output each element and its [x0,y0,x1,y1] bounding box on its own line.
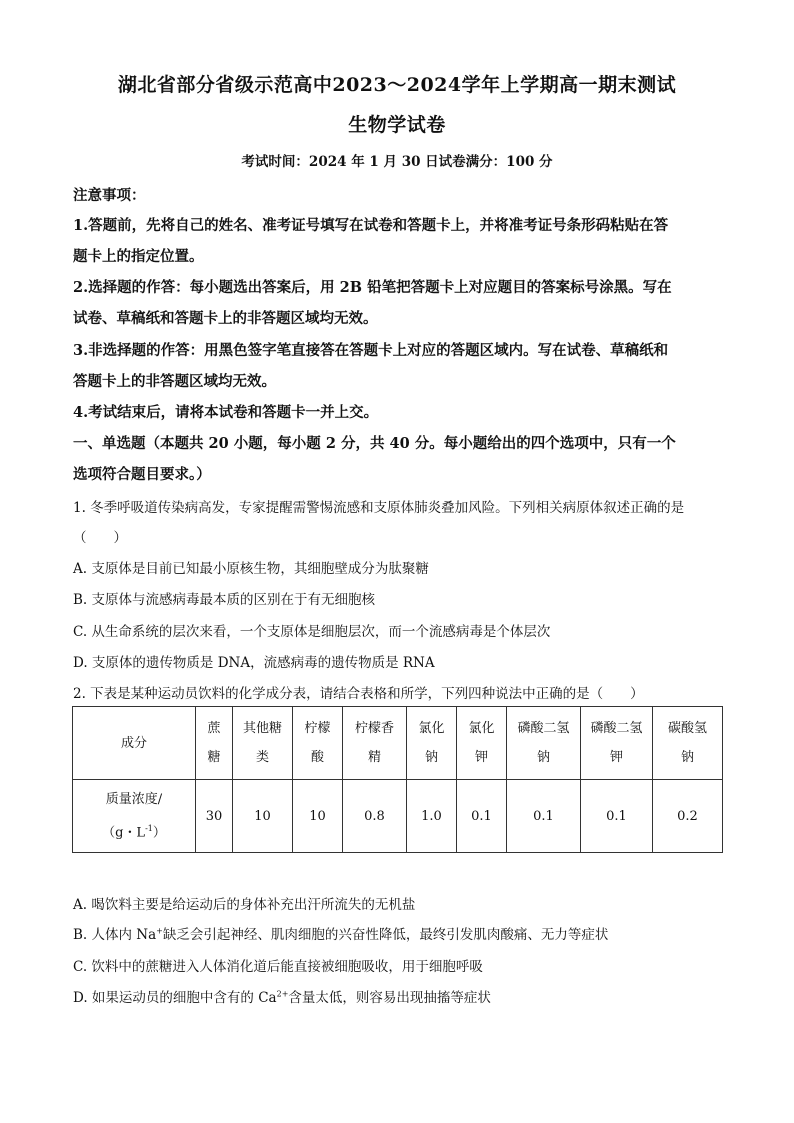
question-1-blank: （ ） [73,530,127,546]
table-cell: 10 [293,780,343,853]
table-header-cell: 柠檬 酸 [293,707,343,780]
table-header-cell: 氯化 钠 [407,707,457,780]
table-header-cell: 蔗 糖 [196,707,233,780]
notice-line: 2.选择题的作答：每小题选出答案后，用 2B 铅笔把答题卡上对应题目的答案标号涂黑。写在 [73,279,672,296]
notice-line: 1.答题前，先将自己的姓名、准考证号填写在试卷和答题卡上，并将准考证号条形码粘贴在答 [73,217,669,234]
table-header-cell: 柠檬香 精 [343,707,407,780]
table-cell: 0.1 [457,780,507,853]
table-cell: 0.1 [507,780,581,853]
section-heading: 一、单选题（本题共 20 小题，每小题 2 分，共 40 分。每小题给出的四个选项中，只有一个 [73,435,676,452]
table-header-cell: 氯化 钾 [457,707,507,780]
notice-line: 题卡上的指定位置。 [73,248,204,265]
table-cell: 0.8 [343,780,407,853]
ingredient-table [72,706,723,853]
notice-line: 试卷、草稿纸和答题卡上的非答题区域均无效。 [73,310,378,327]
table-header-cell: 碳酸氢 钠 [653,707,723,780]
table-row-header: 成分 [73,707,196,780]
question-1-option-d: D. 支原体的遗传物质是 DNA，流感病毒的遗传物质是 RNA [73,655,435,671]
section-heading-cont: 选项符合题目要求。） [73,466,211,483]
question-1-stem: 1. 冬季呼吸道传染病高发，专家提醒需警惕流感和支原体肺炎叠加风险。下列相关病原体叙述正确的是 [73,500,685,516]
question-1-option-c: C. 从生命系统的层次来看，一个支原体是细胞层次，而一个流感病毒是个体层次 [73,624,551,640]
table-row [73,780,723,853]
table-header-cell: 磷酸二氢 钠 [507,707,581,780]
exam-meta: 考试时间：2024 年 1 月 30 日试卷满分：100 分 [241,154,553,170]
table-header-cell: 磷酸二氢 钾 [581,707,653,780]
exam-title: 湖北省部分省级示范高中2023～2024学年上学期高一期末测试 [117,74,677,96]
table-cell: 10 [233,780,293,853]
table-cell: 0.1 [581,780,653,853]
table-cell: 30 [196,780,233,853]
question-2-option-c: C. 饮料中的蔗糖进入人体消化道后能直接被细胞吸收，用于细胞呼吸 [73,959,483,975]
table-cell: 1.0 [407,780,457,853]
question-2-option-b: B. 人体内 Na+缺乏会引起神经、肌肉细胞的兴奋性降低，最终引发肌肉酸痛、无力等症状 [73,926,609,943]
notice-line: 4.考试结束后，请将本试卷和答题卡一并上交。 [73,404,379,421]
question-1-option-a: A. 支原体是目前已知最小原核生物，其细胞壁成分为肽聚糖 [73,561,429,577]
table-cell: 0.2 [653,780,723,853]
question-1-option-b: B. 支原体与流感病毒最本质的区别在于有无细胞核 [73,592,376,608]
notice-line: 3.非选择题的作答：用黑色签字笔直接答在答题卡上对应的答题区域内。写在试卷、草稿纸和 [73,342,669,359]
table-header-row [73,707,723,780]
question-2-stem: 2. 下表是某种运动员饮料的化学成分表，请结合表格和所学，下列四种说法中正确的是（ ） [73,686,644,702]
question-2-option-a: A. 喝饮料主要是给运动后的身体补充出汗所流失的无机盐 [73,897,416,913]
notice-heading: 注意事项： [73,187,146,204]
exam-subtitle: 生物学试卷 [348,114,446,136]
notice-line: 答题卡上的非答题区域均无效。 [73,373,276,390]
table-header-cell: 其他糖 类 [233,707,293,780]
table-row-label: 质量浓度/ （g・$L^{-1}$） [73,780,196,853]
question-2-option-d: D. 如果运动员的细胞中含有的 $Ca^{2+}$含量太低，则容易出现抽搐等症状 [73,989,491,1006]
